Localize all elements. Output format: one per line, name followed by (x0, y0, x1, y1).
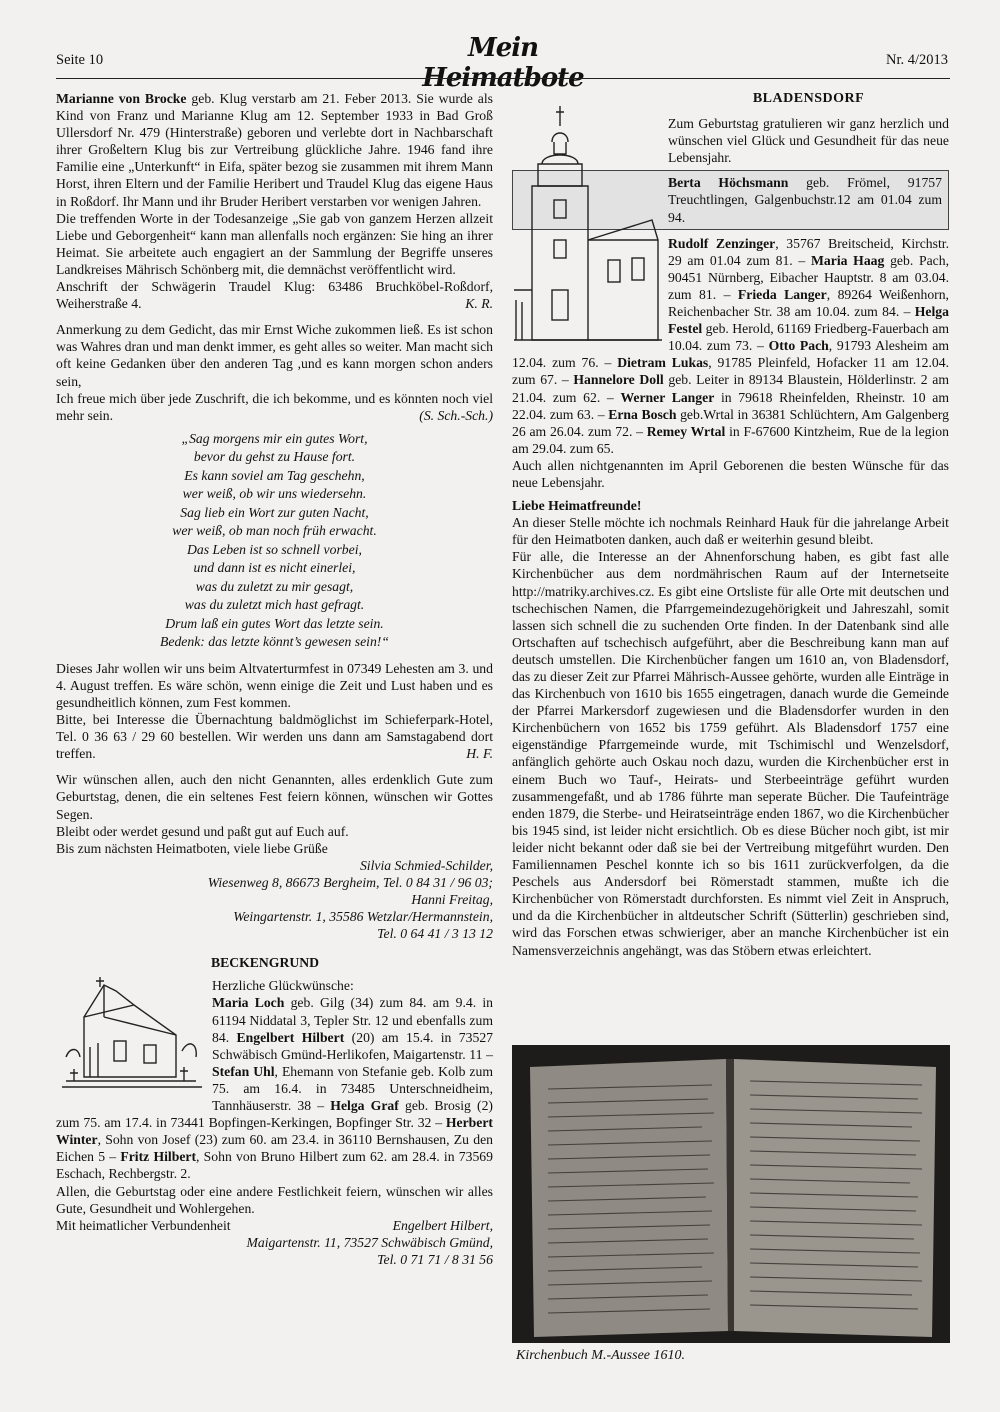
obituary-signature: K. R. (465, 296, 493, 312)
person-name: Helga Graf (330, 1098, 399, 1114)
liebe-para-1: An dieser Stelle möchte ich nochmals Reinhard Hauk für die jahrelange Arbeit für den Heimatboten danken, auch daß er weiterhin gesund bleibt. (512, 515, 949, 548)
poem-line: bevor du gehst zu Hause fort. (193, 449, 356, 465)
person-name: Hannelore Doll (573, 372, 664, 388)
poem-line: Drum laß ein gutes Wort das letzte sein. (165, 615, 384, 631)
person-details: in F-67600 Kintzheim, Rue de la legion am 29.04. zum 65. (512, 423, 949, 456)
sig-line: Tel. 0 64 41 / 3 13 12 (377, 926, 493, 942)
page-number: Seite 10 (56, 52, 104, 68)
beckengrund-intro: Herzliche Glückwünsche: (212, 978, 354, 994)
person-details: , 89264 Weißenhorn, Reichenbacher Str. 38 am 10.04. zum 84. – (668, 286, 949, 320)
poem (56, 430, 493, 652)
bladensdorf-para-2: Auch allen nichtgenannten im April Geborenen die besten Wünsche für das neue Lebensjahr. (512, 457, 949, 490)
poem-line: „Sag morgens mir ein gutes Wort, (181, 430, 368, 446)
beckengrund-para-3 (56, 1217, 493, 1234)
wishes-para-3: Bis zum nächsten Heimatboten, viele liebe Grüße (56, 840, 328, 856)
sig-line: Maigartenstr. 11, 73527 Schwäbisch Gmünd, (246, 1234, 493, 1250)
issue-number: Nr. 4/2013 (885, 52, 948, 68)
box-name: Berta Höchsmann (668, 175, 789, 191)
person-name: Helga Festel (668, 304, 949, 337)
beckengrund-closing: Mit heimatlicher Verbundenheit (56, 1217, 231, 1233)
poem-line: was du zuletzt zu mir gesagt, (195, 578, 354, 594)
person-details: , 91785 Pleinfeld, Hofacker 11 am 12.04. zum 67. – (512, 355, 949, 388)
obituary-text: geb. Klug verstarb am 21. Feber 2013. Sie wurde als Kind von Franz und Marianne Klug am 12. September 1933 in Bad Groß Ullersdorf Nr. 479 (Hinterstraße) geboren und verlebte dort in Nachbarschaft ihrer Großeltern Klug bis zur Vertreibung glückliche Jahre. 1946 fand ihre Familie eine „Unterkunft“ in Eifa, später bezog sie zusammen mit ihrem Mann Horst, ihren Eltern und der Familie Heribert und Traudel Klug das eigene Haus in Roßdorf. Ihr Mann und ihr Bruder Heribert verstarben vor wenigen Jahren. (56, 91, 493, 209)
wishes-para-2: Bleibt oder werdet gesund und paßt gut auf Euch auf. (56, 823, 349, 839)
church-book-photo (512, 1045, 950, 1343)
wishes-signature (56, 857, 493, 942)
note-para-1: Anmerkung zu dem Gedicht, das mir Ernst Wiche zukommen ließ. Es ist schon was Wahres dran und man denkt immer, es geht alles so weiter. Man macht sich oft keine Gedanken über den anderen Tag ,und es kann morgen schon anders sein, (56, 322, 493, 389)
note-para-2 (56, 390, 493, 424)
person-name: Remey Wrtal (646, 423, 726, 439)
photo-caption: Kirchenbuch M.-Aussee 1610. (516, 1348, 685, 1363)
obituary-para-2: Die treffenden Worte in der Todesanzeige „Sie gab von ganzem Herzen allzeit Liebe und Geborgenheit“ kann man allenfalls noch ergänzen: Sie hing an ihrer Heimat. Sie arbeitete auch engagiert an der Sammlung der Begriffe unseres Landkreises Mährisch Schönberg mit, die demnächst veröffentlicht wird. (56, 210, 493, 277)
poem-line: Sag lieb ein Wort zur guten Nacht, (180, 504, 369, 520)
liebe-para-2: Für alle, die Interesse an der Ahnenforschung haben, es gibt fast alle Kirchenbücher aus dem nordmährischen Raum auf der Internetseite http://matriky.archives.cz. Es gibt eine Ortsliste für alle Orte mit deutschen und tschechischen Namen, die Pfarrgemeindezugehörigkeit und Jahreszahl, somit lassen sich schnell die zu suchenden Orte finden. In der Datenbank sind alle Ortschaften auf tschechisch aufgeführt, aber die Beschreibung kann man auf deutsch umstellen. Die Kirchenbücher fangen um 1610 an, von Bladensdorf, das zu dieser Zeit zur Pfarrei Mährisch-Aussee gehörte, wurden alle Einträge in das Kirchenbuch von 1610 bis 1655 eingetragen, danach wurde die Gemeinde der Pfarrei Markersdorf zugewiesen und die Bladensdorfer wurden in den Kirchenbüchern von 1652 bis 1759 geführt. Als Bladensdorf 1757 eine eigenständige Pfarrgemeinde wurde, mit Tschimischl und Wenzelsdorf, anfänglich gehörte auch Oskau noch dazu, wurden die Kirchenbücher erst in einem Buch wo Tauf-, Heirats- und Sterbeeinträge geführt wurden zusammengefaßt, und ab 1786 führte man seperate Bücher. Die Taufeinträge enden 1879, die Sterbe- und Heiratseinträge enden 1867, wo die Kirchenbücher bis 1945 sind, ist leider nicht ersichtlich. Ob es diese Bücher noch gibt, ist mir leider nicht bekannt oder daß sie bei der Vertreibung mitgeführt wurden. Den Familiennamen Peschel konnte ich so bis 1611 zurückverfolgen, da die Peschels aus Andersdorf bei Römerstadt stammen, mußte ich die Kirchenbücher von Römerstadt durchforsten. Es nimmt viel Zeit in Anspruch, und da die Kirchenbücher in altdeutscher Schrift (Sütterlin) geschrieben sind, wird das Forschen etwas schwieriger, aber an manche Kirchenbücher ist ein Namensverzeichnis angehängt, was das Stöbern etwas erleichtert. (512, 549, 949, 958)
poem-line: Es kann soviel am Tag geschehn, (184, 467, 365, 483)
person-name: Dietram Lukas (617, 355, 709, 371)
note-signature: (S. Sch.-Sch.) (419, 407, 493, 423)
box-text: geb. Frömel, 91757 Treuchtlingen, Galgenbuchstr.12 am 01.04 zum 94. (668, 175, 942, 225)
obituary-para-1 (56, 90, 493, 210)
person-name: Fritz Hilbert (120, 1149, 197, 1165)
person-details: geb. Brosig (2) zum 75. am 17.4. in 73441 Bopfingen-Kerkingen, Bopfinger Str. 32 – (56, 1098, 493, 1131)
poem-line: Bedenk: das letzte könnt’s gewesen sein!“ (160, 634, 389, 650)
person-name: Maria Loch (212, 995, 285, 1011)
meeting-para-1: Dieses Jahr wollen wir uns beim Altvaterturmfest in 07349 Lehesten am 3. und 4. August treffen. Es wäre schön, wenn einige die Zeit und Lust haben und es gesundheitlich können, zum Fest kommen. (56, 660, 493, 710)
person-name: Otto Pach (768, 338, 829, 354)
poem-line: Das Leben ist so schnell vorbei, (187, 541, 362, 557)
sig-line: Hanni Freitag, (411, 892, 493, 907)
person-details: (20) am 15.4. in 73527 Schwäbisch Gmünd-Herlikofen, Maigartenstr. 11 – (212, 1029, 494, 1062)
church-tower-illustration (512, 90, 662, 344)
sig-line: Weingartenstr. 1, 35586 Wetzlar/Hermannstein, (233, 909, 493, 925)
chapel-illustration (56, 977, 206, 1095)
beckengrund-para-2: Allen, die Geburtstag oder eine andere Festlichkeit feiern, wünschen wir alles Gute, Gesundheit und Wohlergehen. (56, 1183, 493, 1216)
meeting-para-2 (56, 711, 493, 762)
person-details: geb. Herold, 61169 Friedberg-Fauerbach am 10.04. zum 73. – (668, 321, 949, 354)
meeting-signature: H. F. (466, 746, 493, 762)
person-details: geb. Leiter in 89134 Blaustein, Hölderlinstr. 2 am 21.04. zum 62. – (512, 372, 949, 405)
obituary-para-3 (56, 278, 493, 312)
right-column (512, 90, 949, 959)
sig-line: Silvia Schmied-Schilder, (359, 857, 493, 873)
section-title-beckengrund: BECKENGRUND (211, 955, 319, 971)
sig-line: Wiesenweg 8, 86673 Bergheim, Tel. 0 84 31 / 96 03; (207, 874, 493, 890)
obituary-name: Marianne von Brocke (56, 91, 187, 106)
header-rule (56, 78, 950, 79)
wishes-para-1: Wir wünschen allen, auch den nicht Genannten, alles erdenklich Gute zum Geburtstag, denen, die ein seltenes Fest feiern können, wünschen wir Gottes Segen. (56, 772, 493, 822)
person-details: geb. Pach, 90451 Nürnberg, Eibacher Hauptstr. 8 am 03.04. zum 81. – (668, 252, 949, 302)
masthead-logo: Mein Heimatbote (422, 33, 584, 93)
person-name: Herbert Winter (56, 1115, 493, 1148)
person-name: Werner Langer (620, 389, 715, 405)
poem-line: wer weiß, ob man noch früh erwacht. (172, 523, 377, 539)
person-details: in 79618 Rheinfelden, Rheinstr. 10 am 22.04. zum 63. – (512, 389, 949, 422)
beckengrund-signature-name: Engelbert Hilbert, (392, 1217, 493, 1233)
person-details: , Sohn von Bruno Hilbert zum 62. am 28.4. in 73569 Eschach, Rechbergstr. 2. (56, 1149, 493, 1182)
person-details: geb. Gilg (34) zum 84. am 9.4. in 61194 Niddatal 3, Tepler Str. 12 und ebenfalls zum 84. (212, 995, 493, 1045)
person-name: Maria Haag (810, 252, 885, 268)
church-book-image (512, 1045, 950, 1343)
person-details: , Sohn von Josef (23) zum 60. am 23.4. in 36110 Bernshausen, Zu den Eichen 5 – (56, 1132, 493, 1165)
bladensdorf-intro: Zum Geburtstag gratulieren wir ganz herzlich und wünschen viel Glück und Gesundheit für das neue Lebensjahr. (668, 116, 949, 166)
sig-line: Tel. 0 71 71 / 8 31 56 (377, 1251, 493, 1267)
person-name: Stefan Uhl (212, 1063, 275, 1079)
person-details: geb.Wrtal in 36381 Schlüchtern, Am Galgenberg 26 am 26.04. zum 72. – (512, 406, 949, 439)
poem-line: und dann ist es nicht einerlei, (193, 560, 356, 576)
note-text: Ich freue mich über jede Zuschrift, die ich bekomme, und es könnten noch viel mehr sein. (56, 390, 493, 423)
person-details: , 91793 Alesheim am 12.04. zum 76. – (512, 338, 949, 371)
section-title-bladensdorf: BLADENSDORF (752, 91, 865, 106)
poem-line: was du zuletzt mich hast gefragt. (184, 597, 365, 613)
person-details: , Ehemann von Stefanie geb. Kolb zum 75. am 16.4. in 73485 Unterschneidheim, Tannhäuserstr. 38 – (212, 1063, 493, 1114)
person-details: , 35767 Breitscheid, Kirchstr. 29 am 01.04 zum 81. – (668, 235, 949, 268)
left-column (56, 90, 493, 1268)
obituary-address: Anschrift der Schwägerin Traudel Klug: 63486 Bruchköbel-Roßdorf, Weiherstraße 4. (56, 279, 493, 312)
poem-line: wer weiß, ob wir uns wiedersehn. (182, 486, 367, 502)
person-name: Frieda Langer (737, 286, 827, 302)
person-name: Rudolf Zenzinger (668, 235, 776, 251)
person-name: Engelbert Hilbert (236, 1029, 345, 1045)
section-title-liebe-heimatfreunde: Liebe Heimatfreunde! (512, 498, 642, 514)
beckengrund-signature (56, 1234, 493, 1268)
person-name: Erna Bosch (608, 406, 677, 422)
meeting-text: Bitte, bei Interesse die Übernachtung baldmöglichst im Schieferpark-Hotel, Tel. 0 36 63 / 29 60 bestellen. Wir werden uns dann am Samstagabend dort treffen. (56, 712, 493, 762)
